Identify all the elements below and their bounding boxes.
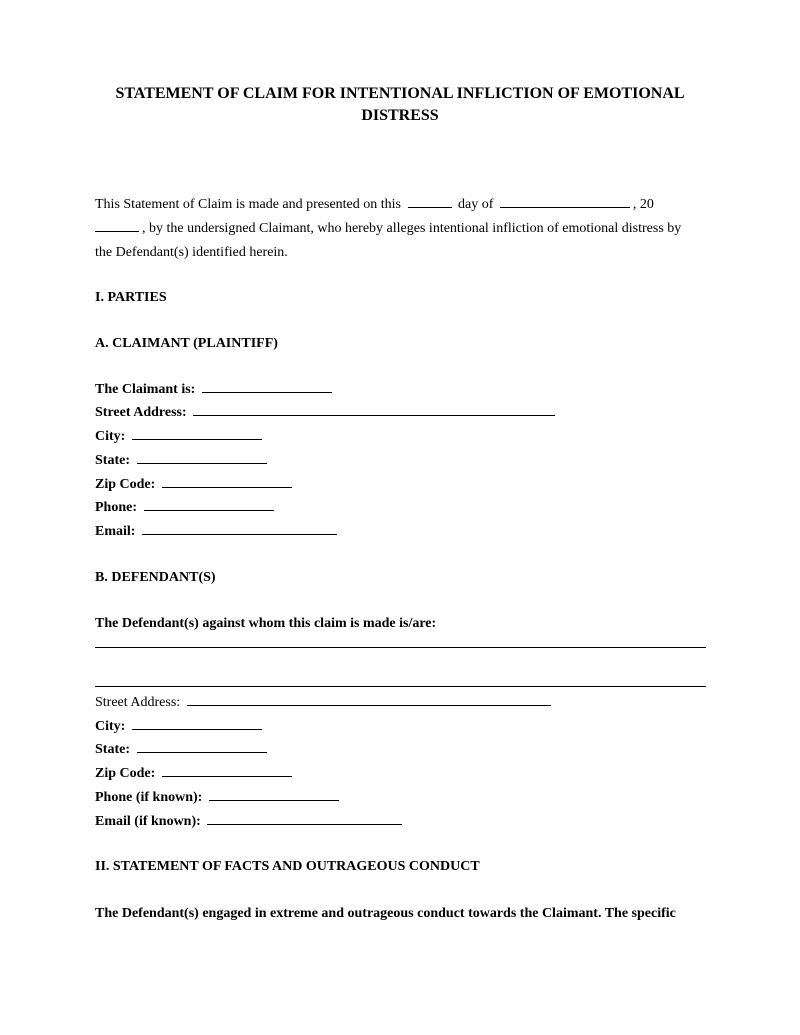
claimant-phone-label: Phone: [95,500,137,515]
day-blank[interactable] [408,206,452,208]
defendant-email-row [95,814,405,830]
claimant-email-row [95,524,340,540]
claimant-phone-row [95,500,277,516]
intro-line-2 [95,221,681,237]
intro-text-2: day of [458,197,494,212]
intro-text-3: , 20 [632,197,654,212]
defendant-state-label: State: [95,742,130,757]
claimant-zip-blank[interactable] [162,486,292,488]
claimant-email-label: Email: [95,524,136,539]
defendant-name-line-2[interactable] [95,686,706,687]
defendant-street-row [95,695,554,711]
defendant-phone-row [95,790,342,806]
claimant-name-row [95,382,335,398]
defendant-phone-blank[interactable] [209,799,339,801]
defendant-phone-label: Phone (if known): [95,790,203,805]
claimant-city-blank[interactable] [132,438,262,440]
intro-line-1 [95,197,654,213]
defendant-name-line-1[interactable] [95,647,706,648]
year-blank[interactable] [95,230,139,232]
claimant-email-blank[interactable] [142,533,337,535]
defendant-email-label: Email (if known): [95,814,201,829]
claimant-state-blank[interactable] [137,462,267,464]
section-2-heading: II. STATEMENT OF FACTS AND OUTRAGEOUS CONDUCT [95,859,480,874]
claimant-zip-row [95,477,295,493]
defendant-city-row [95,719,265,735]
defendant-state-row [95,742,270,758]
month-blank[interactable] [500,206,630,208]
document-title: STATEMENT OF CLAIM FOR INTENTIONAL INFLICTION OF EMOTIONAL DISTRESS [115,85,685,124]
claimant-name-label: The Claimant is: [95,382,196,397]
claimant-name-blank[interactable] [202,391,332,393]
defendant-street-label: Street Address: [95,695,181,710]
defendant-state-blank[interactable] [137,751,267,753]
defendant-email-blank[interactable] [207,823,402,825]
defendant-street-blank[interactable] [187,704,551,706]
claimant-heading: A. CLAIMANT (PLAINTIFF) [95,336,278,351]
intro-line-3: the Defendant(s) identified herein. [95,245,288,260]
section-2-text: The Defendant(s) engaged in extreme and outrageous conduct towards the Claimant. The specific [95,906,676,921]
defendant-heading: B. DEFENDANT(S) [95,570,216,585]
intro-text-1: This Statement of Claim is made and presented on this [95,197,401,212]
defendant-zip-label: Zip Code: [95,766,156,781]
defendant-intro: The Defendant(s) against whom this claim is made is/are: [95,616,437,631]
defendant-city-blank[interactable] [132,728,262,730]
claimant-city-row [95,429,265,445]
intro-text-4: , by the undersigned Claimant, who hereby alleges intentional infliction of emotional distress by [142,221,682,236]
claimant-city-label: City: [95,429,126,444]
claimant-zip-label: Zip Code: [95,477,156,492]
claimant-phone-blank[interactable] [144,509,274,511]
claimant-street-label: Street Address: [95,405,187,420]
claimant-street-row [95,405,558,421]
claimant-state-row [95,453,270,469]
claimant-street-blank[interactable] [193,414,555,416]
defendant-city-label: City: [95,719,126,734]
claimant-state-label: State: [95,453,130,468]
section-1-heading: I. PARTIES [95,290,167,305]
defendant-zip-blank[interactable] [162,775,292,777]
defendant-zip-row [95,766,295,782]
